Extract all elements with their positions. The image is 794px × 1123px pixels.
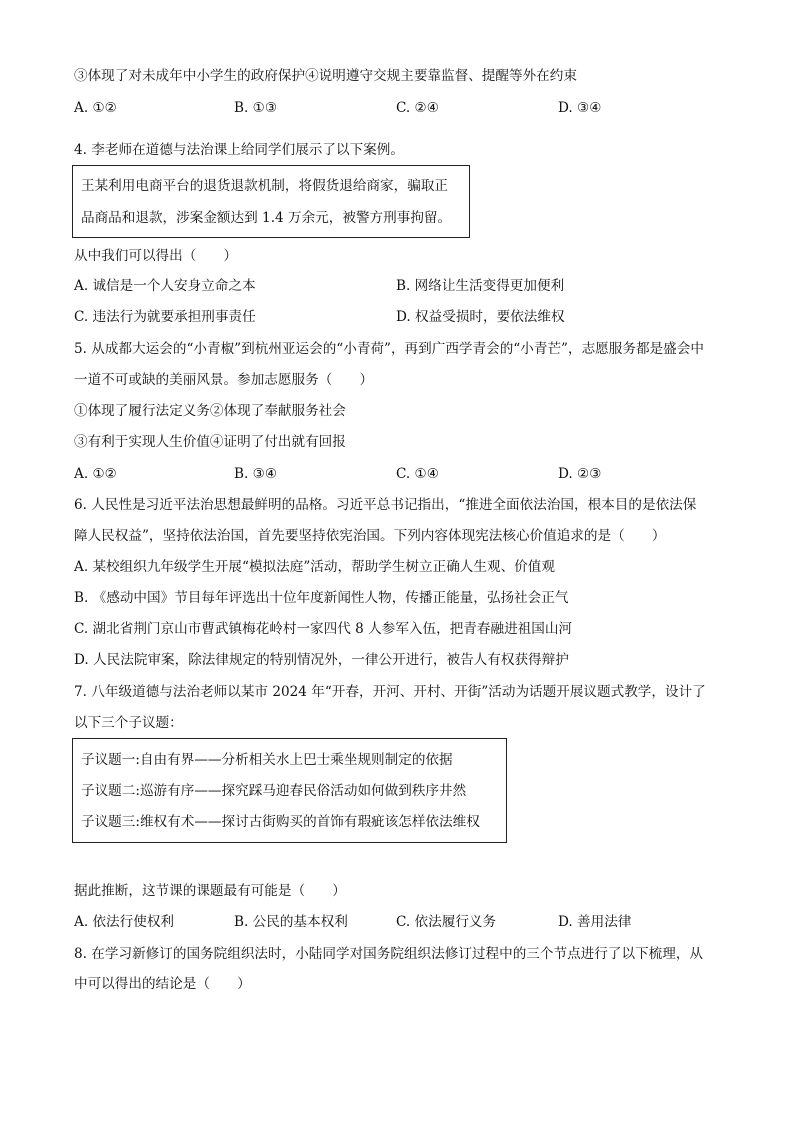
q5-option-c: C. ①④ (396, 466, 439, 482)
q7-question: 据此推断，这节课的课题最有可能是（ ） (74, 883, 346, 899)
q5-option-d: D. ②③ (558, 466, 602, 482)
q5-option-a: A. ①② (74, 466, 117, 482)
q7-stem-line-1: 7. 八年级道德与法治老师以某市 2024 年“开春，开河、开村、开街”活动为话题开展议题式教学，设计了 (74, 684, 706, 700)
q3-option-a: A. ①② (74, 100, 117, 116)
q6-option-a: A. 某校组织九年级学生开展“模拟法庭”活动，帮助学生树立正确人生观、价值观 (74, 559, 555, 575)
q6-stem-line-2: 障人民权益”，坚持依法治国，首先要坚持依宪治国。下列内容体现宪法核心价值追求的是（ ） (74, 528, 666, 544)
q6-option-d: D. 人民法院审案，除法律规定的特别情况外，一律公开进行，被告人有权获得辩护 (74, 652, 569, 668)
q7-topic-2: 子议题二:巡游有序——探究踩马迎春民俗活动如何做到秩序井然 (81, 783, 467, 799)
q5-stem-line-2: 一道不可或缺的美丽风景。参加志愿服务（ ） (74, 372, 374, 388)
q4-option-b: B. 网络让生活变得更加便利 (396, 278, 565, 294)
q6-option-b: B. 《感动中国》节目每年评选出十位年度新闻性人物，传播正能量，弘扬社会正气 (74, 590, 569, 606)
q3-option-b: B. ①③ (234, 100, 278, 116)
q5-statement-12: ①体现了履行法定义务②体现了奉献服务社会 (74, 403, 346, 419)
q3-statement-34: ③体现了对未成年中小学生的政府保护④说明遵守交规主要靠监督、提醒等外在约束 (74, 68, 577, 84)
q5-stem-line-1: 5. 从成都大运会的“小青椒”到杭州亚运会的“小青荷”，再到广西学青会的“小青芒”，志愿服务都是盛会中 (74, 341, 704, 357)
q3-option-c: C. ②④ (396, 100, 439, 116)
q4-case-line-2: 品商品和退款，涉案金额达到 1.4 万余元，被警方刑事拘留。 (81, 210, 452, 226)
q3-option-d: D. ③④ (558, 100, 602, 116)
q4-option-d: D. 权益受损时，要依法维权 (396, 309, 565, 325)
q6-stem-line-1: 6. 人民性是习近平法治思想最鲜明的品格。习近平总书记指出，“推进全面依法治国，根本目的是依法保 (74, 497, 697, 513)
q8-stem-line-2: 中可以得出的结论是（ ） (74, 976, 251, 992)
q7-topic-3: 子议题三:维权有术——探讨古街购买的首饰有瑕疵该怎样依法维权 (81, 814, 480, 830)
q7-topic-1: 子议题一:自由有界——分析相关水上巴士乘坐规则制定的依据 (81, 752, 453, 768)
q7-option-b: B. 公民的基本权利 (234, 914, 348, 930)
q7-stem-line-2: 以下三个子议题： (74, 715, 183, 731)
q7-option-a: A. 依法行使权利 (74, 914, 175, 930)
q7-topics-box (72, 738, 507, 843)
q5-statement-34: ③有利于实现人生价值④证明了付出就有回报 (74, 434, 346, 450)
q4-case-line-1: 王某利用电商平台的退货退款机制，将假货退给商家，骗取正 (81, 178, 449, 194)
q4-option-a: A. 诚信是一个人安身立命之本 (74, 278, 256, 294)
q4-case-box (72, 165, 470, 238)
q8-stem-line-1: 8. 在学习新修订的国务院组织法时，小陆同学对国务院组织法修订过程中的三个节点进行了以下梳理，从 (74, 946, 704, 962)
q4-question: 从中我们可以得出（ ） (74, 248, 238, 264)
q6-option-c: C. 湖北省荆门京山市曹武镇梅花岭村一家四代 8 人参军入伍，把青春融进祖国山河 (74, 621, 573, 637)
q7-option-c: C. 依法履行义务 (396, 914, 497, 930)
q7-option-d: D. 善用法律 (558, 914, 632, 930)
q4-stem: 4. 李老师在道德与法治课上给同学们展示了以下案例。 (74, 142, 404, 158)
q5-option-b: B. ③④ (234, 466, 278, 482)
q4-option-c: C. 违法行为就要承担刑事责任 (74, 309, 256, 325)
